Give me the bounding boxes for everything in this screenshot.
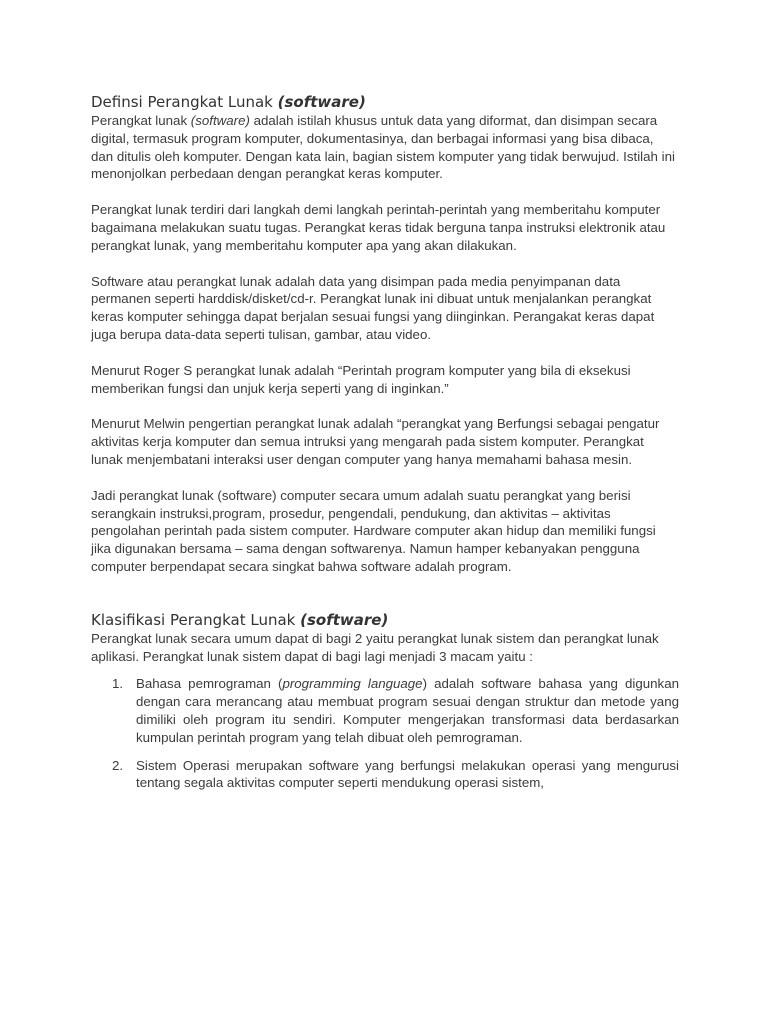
section-heading-definition	[91, 92, 679, 112]
paragraph: Menurut Roger S perangkat lunak adalah “Perintah program komputer yang bila di eksekusi memberikan fungsi dan unjuk kerja seperti yang di inginkan.”	[91, 362, 631, 396]
heading-text: Klasifikasi Perangkat Lunak	[91, 610, 301, 629]
document-content	[91, 92, 679, 802]
heading-text: Definsi Perangkat Lunak	[91, 93, 278, 111]
paragraph: Perangkat lunak secara umum dapat di bagi 2 yaitu perangkat lunak sistem dan perangkat lunak aplikasi. Perangkat lunak sistem dapat di bagi lagi menjadi 3 macam yaitu :	[91, 630, 659, 664]
list-item	[91, 675, 679, 746]
section-heading-classification	[91, 610, 679, 630]
paragraph: Menurut Melwin pengertian perangkat lunak adalah “perangkat yang Berfungsi sebagai pengatur aktivitas kerja komputer dan semua intruksi yang mengarah pada sistem komputer. Perangkat lunak menjembatani interaksi user dengan computer yang hanya memahami bahasa mesin.	[91, 416, 660, 467]
list-text: ) adalah software bahasa yang digunkan dengan cara merancang atau membuat program sesuai dengan struktur dan metode yang dimiliki oleh program itu sendiri. Komputer mengerjakan transformasi data berdasarkan kumpulan perintah program yang telah dibuat oleh pemrograman.	[136, 676, 680, 745]
heading-emphasis: (software)	[277, 93, 366, 111]
paragraph-text: Perangkat lunak	[91, 113, 191, 128]
list-text: Bahasa pemrograman (	[136, 676, 283, 692]
heading-emphasis: (software)	[300, 610, 389, 629]
paragraph-italic: (software)	[190, 113, 250, 128]
paragraph	[91, 112, 679, 183]
list-item	[91, 757, 679, 793]
list-number: 2.	[112, 757, 124, 773]
list-italic: programming language	[282, 676, 423, 692]
numbered-list	[91, 675, 679, 792]
list-text: Sistem Operasi merupakan software yang berfungsi melakukan operasi yang mengurusi tentang segala aktivitas computer seperti mendukung operasi sistem,	[136, 757, 679, 791]
paragraph: Software atau perangkat lunak adalah data yang disimpan pada media penyimpanan data permanen seperti harddisk/disket/cd-r. Perangkat lunak ini dibuat untuk menjalankan perangkat keras komputer sehingga dapat berjalan sesuai fungsi yang diinginkan. Perangakat keras dapat juga berupa data-data seperti tulisan, gambar, atau video.	[91, 273, 655, 342]
paragraph-text: adalah istilah khusus untuk data yang diformat, dan disimpan secara digital, termasuk program komputer, dokumentasinya, dan berbagai informasi yang bisa dibaca, dan ditulis oleh komputer. Dengan kata lain, bagian sistem komputer yang tidak berwujud. Istilah ini menonjolkan perbedaan dengan perangkat keras komputer.	[91, 113, 675, 182]
list-number: 1.	[112, 676, 124, 692]
paragraph: Perangkat lunak terdiri dari langkah demi langkah perintah-perintah yang memberitahu komputer bagaimana melakukan suatu tugas. Perangkat keras tidak berguna tanpa instruksi elektronik atau perangkat lunak, yang memberitahu komputer apa yang akan dilakukan.	[91, 202, 666, 253]
paragraph: Jadi perangkat lunak (software) computer secara umum adalah suatu perangkat yang berisi serangkain instruksi,program, prosedur, pengendali, pendukung, dan aktivitas – aktivitas pengolahan perintah pada sistem computer. Hardware computer akan hidup dan memiliki fungsi jika digunakan bersama – sama dengan softwarenya. Namun hamper kebanyakan pengguna computer berpendapat secara singkat bahwa software adalah program.	[91, 487, 656, 574]
